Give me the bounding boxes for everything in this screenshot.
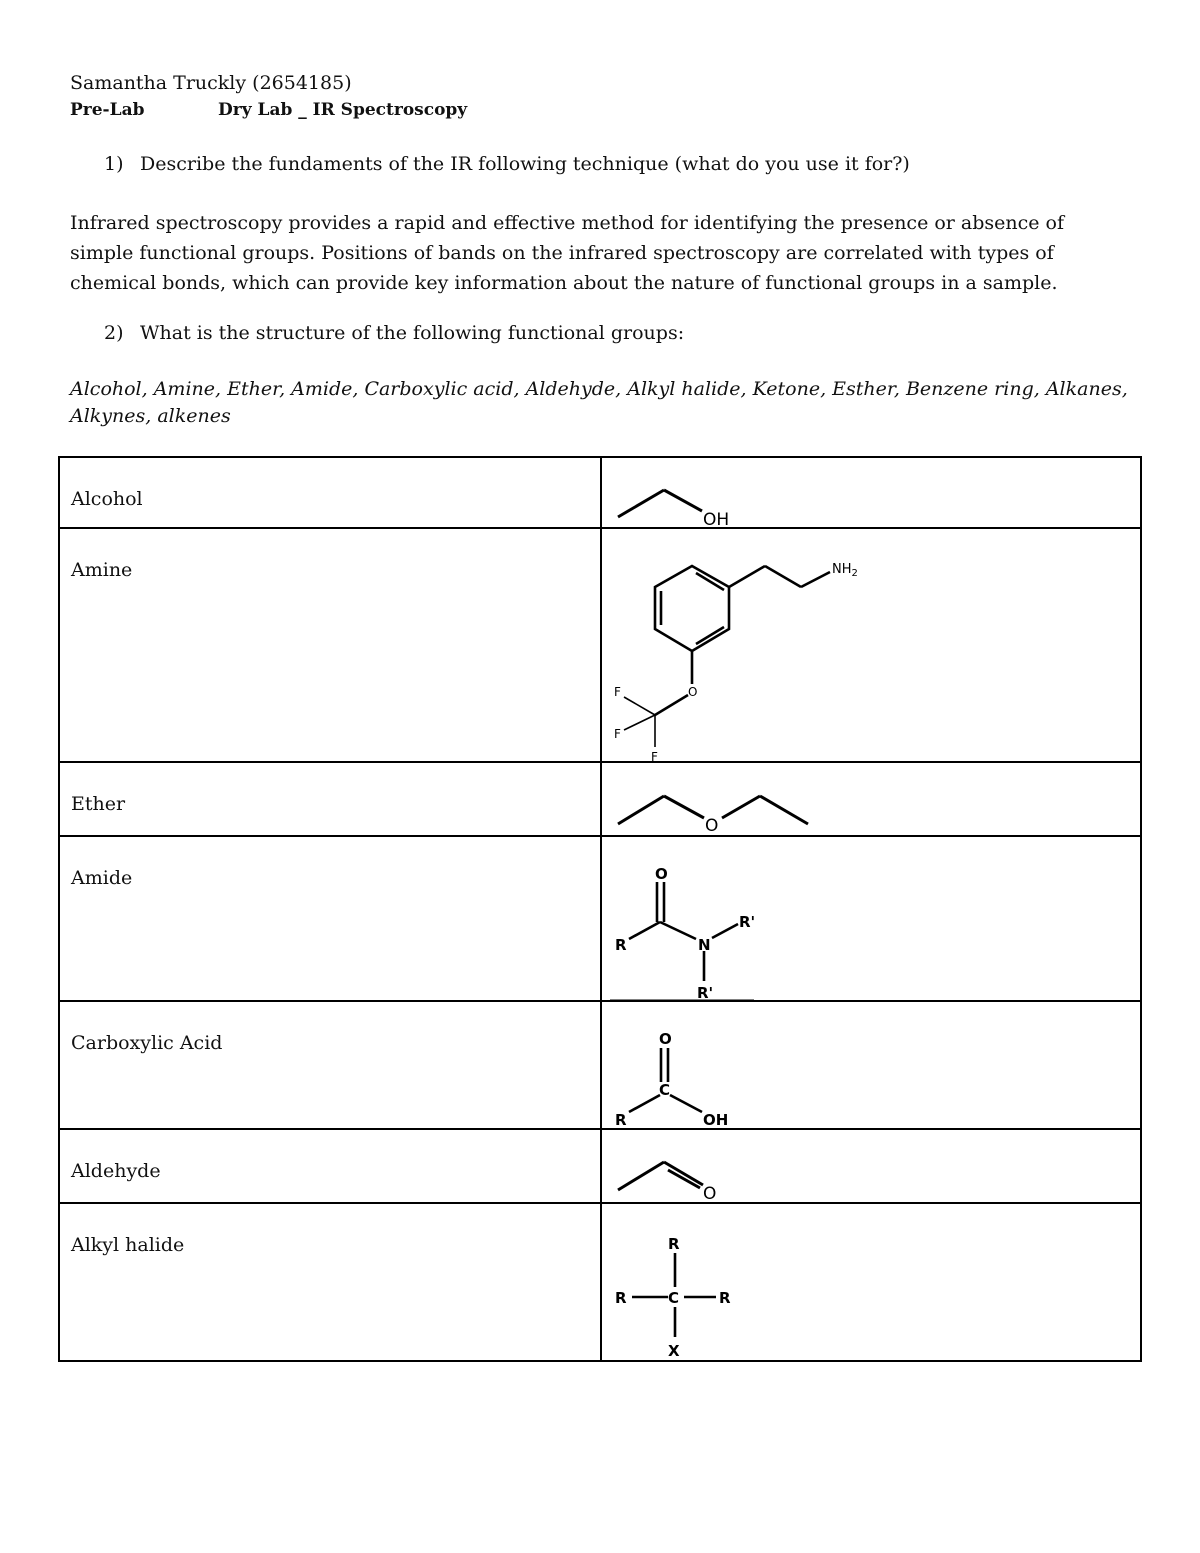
group-name-cell <box>59 528 601 762</box>
author-line: Samantha Truckly (2654185) <box>70 72 352 94</box>
alcohol-structure <box>602 458 1142 527</box>
atom-label: OH <box>703 1111 729 1128</box>
atom-label: R <box>719 1289 731 1307</box>
atom-label: X <box>668 1342 680 1360</box>
ether-structure <box>602 763 1142 835</box>
table-row <box>59 762 1141 836</box>
atom-label: O <box>703 1184 717 1202</box>
question-text: Describe the fundaments of the IR following technique (what do you use it for?) <box>140 153 910 175</box>
atom-label: R <box>615 936 627 954</box>
atom-label: O <box>655 865 668 883</box>
table-row <box>59 1203 1141 1361</box>
atom-label: $NH_2$ <box>832 562 858 579</box>
table-row <box>59 528 1141 762</box>
prelab-label: Pre-Lab <box>70 100 145 120</box>
group-name: Aldehyde <box>71 1160 161 1182</box>
atom-label: R <box>615 1111 627 1128</box>
table-row <box>59 1001 1141 1129</box>
group-name: Alcohol <box>71 488 143 510</box>
group-name: Alkyl halide <box>71 1234 185 1256</box>
atom-label: F <box>651 750 658 761</box>
course-title: Dry Lab _ IR Spectroscopy <box>218 100 468 120</box>
atom-label: F <box>614 685 621 699</box>
structure-cell <box>601 1129 1141 1203</box>
group-name: Carboxylic Acid <box>71 1032 223 1054</box>
group-name: Amine <box>71 559 133 581</box>
group-name-cell <box>59 1129 601 1203</box>
atom-label: C <box>659 1081 671 1099</box>
question-2 <box>104 322 684 344</box>
question-text: What is the structure of the following functional groups: <box>140 322 685 344</box>
atom-label: R <box>668 1235 680 1253</box>
atom-label: O <box>688 685 698 699</box>
amine-structure <box>602 529 1142 761</box>
group-name-cell <box>59 1203 601 1361</box>
structure-cell <box>601 457 1141 528</box>
answer-paragraph: Infrared spectroscopy provides a rapid and effective method for identifying the presence or absence of simple functional groups. Positions of bands on the infrared spectroscopy are correlated with types of chemical bonds, which can provide key information about the nature of functional groups in a sample. <box>70 212 1065 294</box>
structure-cell <box>601 836 1141 1001</box>
carboxylic-acid-structure <box>602 1002 1142 1128</box>
question-1 <box>104 153 910 175</box>
table-row <box>59 457 1141 528</box>
atom-label: O <box>659 1030 672 1048</box>
lab-subheading <box>70 100 468 120</box>
structure-cell <box>601 762 1141 836</box>
structure-cell <box>601 528 1141 762</box>
table-row <box>59 1129 1141 1203</box>
atom-label: R <box>615 1289 627 1307</box>
atom-label: O <box>705 816 719 835</box>
atom-label: F <box>614 727 621 741</box>
group-name: Ether <box>71 793 126 815</box>
alkyl-halide-structure <box>602 1204 1142 1360</box>
aldehyde-structure <box>602 1130 1142 1202</box>
structure-cell <box>601 1203 1141 1361</box>
atom-label: N <box>698 936 711 954</box>
amide-structure <box>602 837 1142 1000</box>
functional-group-table <box>58 456 1142 1362</box>
group-name-cell <box>59 457 601 528</box>
functional-group-list: Alcohol, Amine, Ether, Amide, Carboxylic acid, Aldehyde, Alkyl halide, Ketone, Esther, Benzene ring, Alkanes, Alkynes, alkenes <box>70 378 1128 427</box>
structure-cell <box>601 1001 1141 1129</box>
atom-label: C <box>668 1289 680 1307</box>
atom-label: R' <box>739 913 756 931</box>
atom-label: R' <box>697 984 714 1000</box>
question-number: 2) <box>104 322 124 344</box>
group-name-cell <box>59 1001 601 1129</box>
atom-label: OH <box>703 510 730 527</box>
group-name-cell <box>59 762 601 836</box>
group-name: Amide <box>71 867 133 889</box>
group-name-cell <box>59 836 601 1001</box>
question-number: 1) <box>104 153 124 175</box>
table-row <box>59 836 1141 1001</box>
